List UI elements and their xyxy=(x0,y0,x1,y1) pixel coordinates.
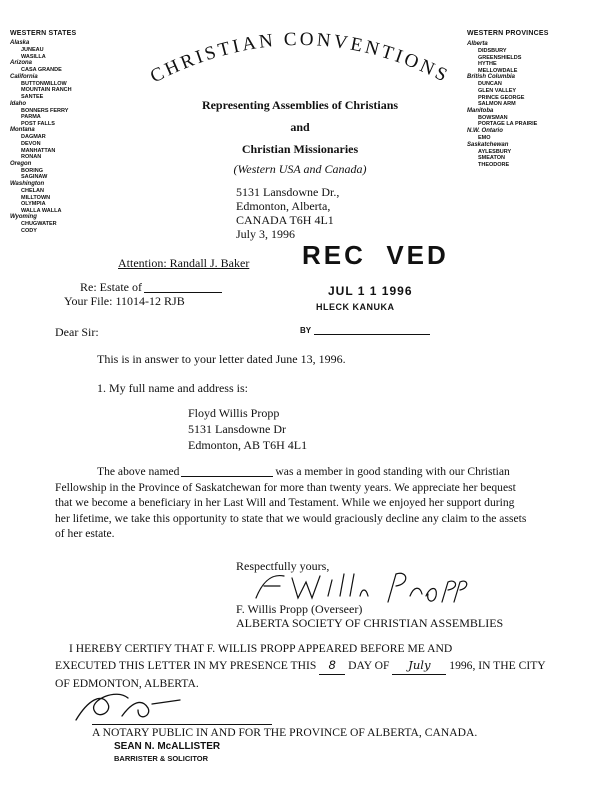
western-states-town: RONAN xyxy=(21,154,42,161)
western-states-town: DAGMAR xyxy=(21,134,46,141)
closing-org: ALBERTA SOCIETY OF CHRISTIAN ASSEMBLIES xyxy=(236,616,504,630)
western-states-town: DEVON xyxy=(21,140,41,147)
western-states-region-heading: Wyoming xyxy=(10,214,37,221)
western-states-town: POST FALLS xyxy=(21,120,55,127)
western-states-town: MOUNTAIN RANCH xyxy=(21,87,72,94)
notary-title: BARRISTER & SOLICITOR xyxy=(114,754,209,763)
western-states-town: WALLA WALLA xyxy=(21,207,62,214)
western-provinces-town: SMEATON xyxy=(478,155,505,162)
western-states-column xyxy=(10,30,130,234)
certification-month: July xyxy=(392,657,446,675)
western-states-town: SAGINAW xyxy=(21,174,48,181)
received-stamp-by: BY xyxy=(300,326,312,335)
western-provinces-town: DIDSBURY xyxy=(478,48,507,54)
paragraph-3-line1 xyxy=(55,464,555,480)
letter-date: July 3, 1996 xyxy=(236,227,296,241)
paragraph-3-lead: The above named xyxy=(97,465,180,478)
western-provinces-list xyxy=(467,41,597,168)
western-provinces-region-heading: N.W. Ontario xyxy=(467,127,503,134)
recipient-street: 5131 Lansdowne Dr xyxy=(188,422,286,436)
western-states-town: MILLTOWN xyxy=(21,194,51,201)
closing-name: F. Willis Propp (Overseer) xyxy=(236,602,363,616)
western-states-town: BUTTONWILLOW xyxy=(21,80,67,87)
western-states-region-heading: Alaska xyxy=(10,40,30,46)
paragraph-2: 1. My full name and address is: xyxy=(97,381,248,395)
received-stamp-by-line xyxy=(314,334,430,335)
western-states-town: CASA GRANDE xyxy=(21,67,62,74)
western-states-town: OLYMPIA xyxy=(21,201,46,208)
western-provinces-town: BOWSMAN xyxy=(478,114,508,121)
certification-line3: OF EDMONTON, ALBERTA. xyxy=(55,677,199,690)
recipient-address xyxy=(188,405,307,453)
estate-name-blank xyxy=(144,292,222,293)
received-stamp-word: REC VED xyxy=(302,240,449,270)
western-states-region-heading: Idaho xyxy=(10,100,26,107)
reference-block xyxy=(64,280,222,308)
western-states-region-heading: Washington xyxy=(10,180,45,187)
certification-line2-c: 1996, IN THE CITY xyxy=(449,659,546,672)
western-provinces-town: AYLESBURY xyxy=(478,148,512,155)
western-states-town: PARMA xyxy=(21,114,41,121)
sender-street: 5131 Lansdowne Dr., xyxy=(236,185,340,199)
western-provinces-title: WESTERN PROVINCES xyxy=(467,30,549,37)
western-states-town: CHELAN xyxy=(21,187,44,194)
western-provinces-town: PORTAGE LA PRAIRIE xyxy=(478,121,538,128)
certification-day: 8 xyxy=(319,657,345,675)
western-states-region-heading: Arizona xyxy=(10,60,33,67)
sender-postal: CANADA T6H 4L1 xyxy=(236,213,334,227)
western-states-town: BONNERS FERRY xyxy=(21,107,69,114)
recipient-name: Floyd Willis Propp xyxy=(188,406,280,420)
certification-line2-a: EXECUTED THIS LETTER IN MY PRESENCE THIS xyxy=(55,659,317,672)
recipient-city: Edmonton, AB T6H 4L1 xyxy=(188,438,308,452)
closing-respectfully: Respectfully yours, xyxy=(236,559,330,573)
paragraph-3-line5: of her estate. xyxy=(55,527,115,540)
western-provinces-town: SALMON ARM xyxy=(478,101,516,108)
western-provinces-town: DUNCAN xyxy=(478,81,502,88)
received-stamp-date: JUL 1 1 1996 xyxy=(328,284,413,298)
western-states-town: CODY xyxy=(21,227,37,234)
arc-title-text: CHRISTIAN CONVENTIONS xyxy=(147,28,454,88)
western-provinces-town: GREENSHIELDS xyxy=(478,54,522,61)
western-provinces-region-heading: Saskatchewan xyxy=(467,141,509,148)
paragraph-3-rest: was a member in good standing with our Christian xyxy=(275,465,510,478)
western-states-town: WASILLA xyxy=(21,53,46,60)
notary-line: A NOTARY PUBLIC IN AND FOR THE PROVINCE OF ALBERTA, CANADA. xyxy=(92,726,478,739)
certification-line2 xyxy=(55,657,565,675)
re-estate-label: Re: Estate of xyxy=(80,280,142,294)
western-provinces-region-heading: Alberta xyxy=(467,41,488,47)
paragraph-3-line4: her lifetime, we take this opportunity to state that we would graciously decline any claim to the assets xyxy=(55,511,527,525)
western-states-region-heading: Oregon xyxy=(10,160,32,167)
re-estate-line xyxy=(80,280,222,294)
sender-address xyxy=(236,185,339,241)
attention-line: Attention: Randall J. Baker xyxy=(118,256,250,270)
certification-line1: I HEREBY CERTIFY THAT F. WILLIS PROPP APPEARED BEFORE ME AND xyxy=(69,642,453,655)
notary-signature xyxy=(68,680,188,730)
letterhead-lines xyxy=(160,98,440,176)
notary-sign-line xyxy=(92,724,272,725)
western-provinces-town: HYTHE xyxy=(478,61,497,68)
western-provinces-region-heading: Manitoba xyxy=(467,107,494,114)
western-states-town: CHUGWATER xyxy=(21,221,57,228)
svg-text:CHRISTIAN CONVENTIONS xyxy=(147,29,453,88)
western-states-town: MANHATTAN xyxy=(21,147,56,154)
letterhead-line2: and xyxy=(290,120,310,134)
western-provinces-town: PRINCE GEORGE xyxy=(478,94,525,101)
letterhead-line3: Christian Missionaries xyxy=(241,142,359,156)
western-provinces-region-heading: British Columbia xyxy=(467,74,516,81)
western-provinces-town: EMO xyxy=(478,134,491,141)
western-provinces-town: THEODORE xyxy=(478,161,510,168)
paragraph-3-line3: that we become a beneficiary in her Last Will and Testament. While we enjoyed her support during xyxy=(55,496,515,509)
received-stamp-firm: HLECK KANUKA xyxy=(316,302,395,312)
letterhead-line1: Representing Assemblies of Christians xyxy=(201,98,399,112)
letterhead-arc-title xyxy=(140,10,460,90)
paragraph-1: This is in answer to your letter dated June 13, 1996. xyxy=(97,352,346,366)
your-file-line: Your File: 11014-12 RJB xyxy=(64,294,185,308)
notary-name: SEAN N. McALLISTER xyxy=(114,741,221,752)
western-states-region-heading: Montana xyxy=(10,127,35,134)
named-person-blank xyxy=(181,476,273,477)
western-states-town: BORING xyxy=(21,167,43,174)
western-provinces-column xyxy=(467,30,597,168)
paragraph-3 xyxy=(55,464,555,542)
western-provinces-town: GLEN VALLEY xyxy=(478,87,517,94)
certification-line2-b: DAY OF xyxy=(348,659,390,672)
western-states-region-heading: California xyxy=(10,73,38,80)
sender-city: Edmonton, Alberta, xyxy=(236,199,331,213)
salutation: Dear Sir: xyxy=(55,325,99,339)
western-states-town: SANTEE xyxy=(21,93,44,100)
western-states-title: WESTERN STATES xyxy=(10,30,77,37)
western-states-town: JUNEAU xyxy=(21,47,44,53)
letterhead-line4: (Western USA and Canada) xyxy=(233,162,367,176)
paragraph-3-line2: Fellowship in the Province of Saskatchewan for more than twenty years. We appreciate her bequest xyxy=(55,480,516,494)
western-provinces-town: MELLOWDALE xyxy=(478,67,518,74)
western-states-list xyxy=(10,40,130,234)
